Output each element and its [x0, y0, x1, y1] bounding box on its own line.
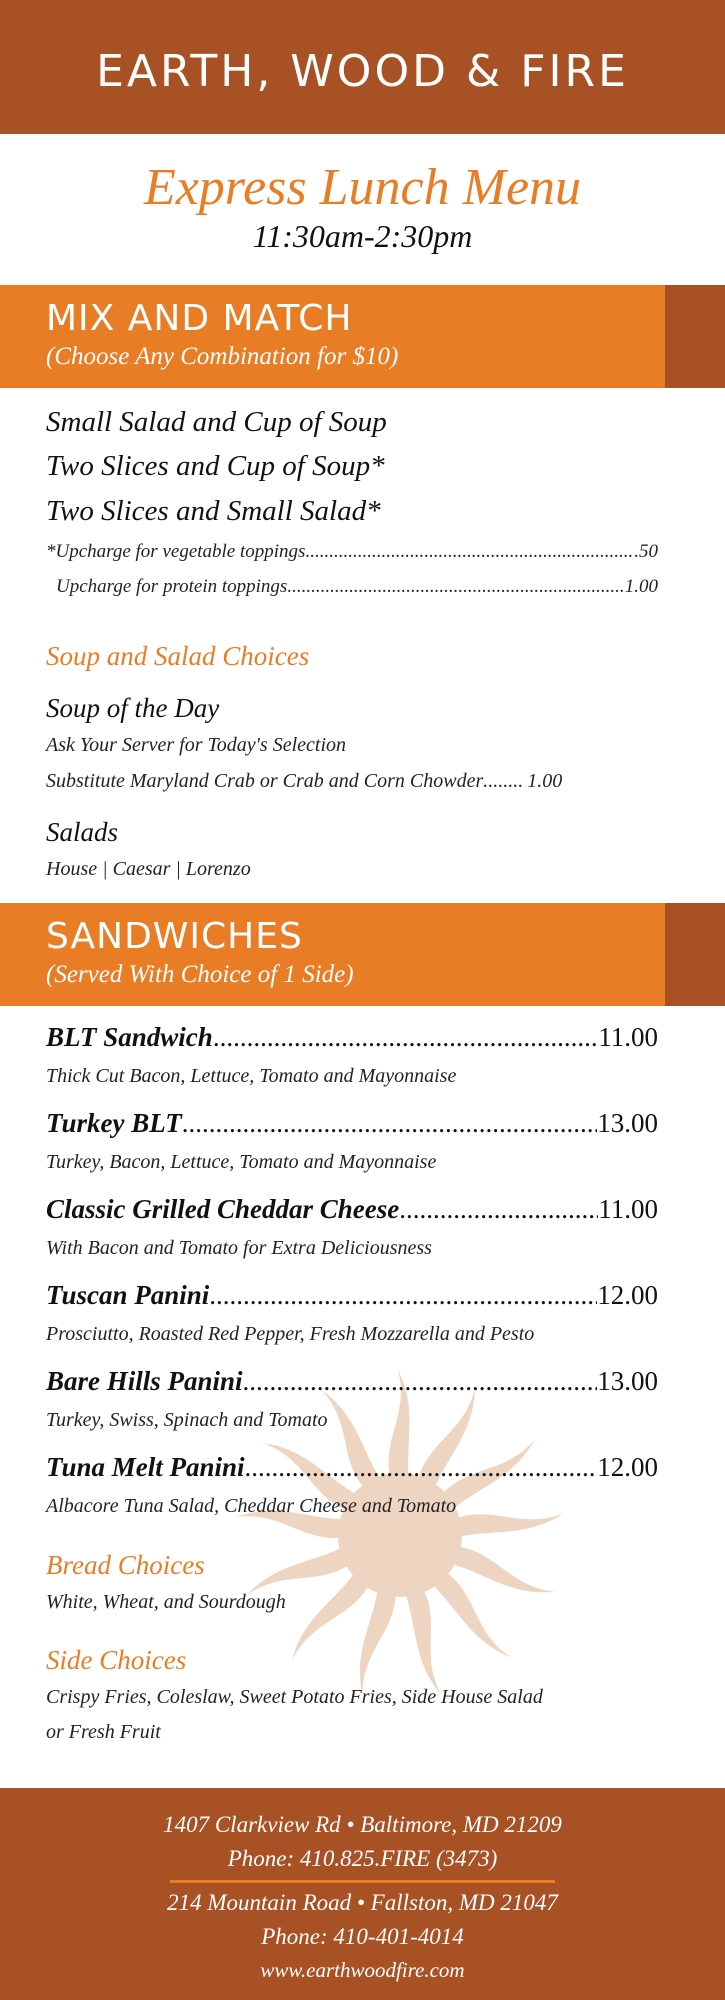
upcharge-label: *Upcharge for vegetable toppings: [46, 541, 306, 562]
sandwich-row: [46, 1194, 658, 1225]
sandwiches-band-accent: [665, 903, 725, 1006]
soup-title: Soup of the Day: [46, 693, 220, 723]
sandwich-desc: Thick Cut Bacon, Lettuce, Tomato and Mayonnaise: [46, 1065, 457, 1087]
address-fallston: 214 Mountain Road • Fallston, MD 21047: [167, 1890, 558, 1915]
upcharge-label: Upcharge for protein toppings: [56, 576, 288, 597]
sandwich-desc: Turkey, Swiss, Spinach and Tomato: [46, 1409, 328, 1431]
sandwich-price: 11.00: [598, 1022, 658, 1052]
sandwich-name: Bare Hills Panini: [46, 1366, 243, 1396]
substitute-label: Substitute Maryland Crab or Crab and Corn Chowder: [46, 770, 484, 792]
sandwich-name: Classic Grilled Cheddar Cheese: [46, 1194, 400, 1224]
menu-hours: 11:30am-2:30pm: [252, 218, 473, 254]
sandwich-desc: Prosciutto, Roasted Red Pepper, Fresh Mozzarella and Pesto: [46, 1323, 535, 1345]
side-desc: or Fresh Fruit: [46, 1721, 161, 1743]
website-link[interactable]: www.earthwoodfire.com: [260, 1958, 465, 1982]
sandwich-desc: Albacore Tuna Salad, Cheddar Cheese and Tomato: [46, 1495, 457, 1517]
page-title: Express Lunch Menu: [143, 159, 582, 216]
sandwich-name: BLT Sandwich: [46, 1022, 213, 1052]
sandwich-name: Tuna Melt Panini: [46, 1452, 245, 1482]
sandwich-desc: Turkey, Bacon, Lettuce, Tomato and Mayonnaise: [46, 1151, 437, 1173]
upcharge-price: .50: [634, 541, 658, 562]
mix-match-band-accent: [665, 285, 725, 388]
sandwiches-title: SANDWICHES: [46, 916, 303, 957]
leader-dots: [287, 576, 624, 598]
brand-logo-text: EARTH, WOOD & FIRE: [96, 46, 629, 97]
salads-desc: House | Caesar | Lorenzo: [46, 858, 251, 880]
mix-match-subtitle: (Choose Any Combination for $10): [46, 343, 399, 370]
sandwich-price: 13.00: [597, 1366, 658, 1396]
mix-match-title: MIX AND MATCH: [46, 298, 353, 339]
combo-item: Two Slices and Cup of Soup*: [46, 450, 385, 482]
combo-item: Two Slices and Small Salad*: [46, 495, 381, 527]
soup-substitute: [46, 770, 658, 793]
soup-desc: Ask Your Server for Today's Selection: [46, 734, 347, 756]
sandwich-row: [46, 1108, 658, 1139]
upcharge-price: 1.00: [624, 576, 658, 597]
leader-dots: [305, 541, 634, 563]
sandwich-row: [46, 1366, 658, 1397]
sandwiches-subtitle: (Served With Choice of 1 Side): [46, 961, 354, 988]
side-heading: Side Choices: [46, 1645, 187, 1675]
sandwich-row: [46, 1452, 658, 1483]
phone-baltimore: Phone: 410.825.FIRE (3473): [227, 1846, 498, 1871]
side-desc: Crispy Fries, Coleslaw, Sweet Potato Fries, Side House Salad: [46, 1686, 543, 1708]
salads-title: Salads: [46, 817, 119, 847]
leader-dots: [243, 1366, 598, 1397]
sandwich-price: 13.00: [597, 1108, 658, 1138]
soup-salad-heading: Soup and Salad Choices: [46, 641, 310, 671]
leader-dots: [209, 1280, 597, 1311]
upcharge-vegetable: [46, 541, 658, 563]
bread-heading: Bread Choices: [46, 1550, 205, 1580]
address-baltimore: 1407 Clarkview Rd • Baltimore, MD 21209: [163, 1812, 562, 1837]
combo-item: Small Salad and Cup of Soup: [46, 406, 387, 438]
phone-fallston: Phone: 410-401-4014: [261, 1924, 464, 1949]
leader-dots: [245, 1452, 598, 1483]
bread-desc: White, Wheat, and Sourdough: [46, 1591, 286, 1613]
sandwich-row: [46, 1022, 658, 1053]
leader-dots: [213, 1022, 598, 1053]
sandwich-row: [46, 1280, 658, 1311]
sandwich-price: 12.00: [597, 1280, 658, 1310]
sandwich-desc: With Bacon and Tomato for Extra Deliciousness: [46, 1237, 432, 1259]
sandwich-name: Turkey BLT: [46, 1108, 182, 1138]
footer-divider: [170, 1880, 555, 1883]
leader-dots: [483, 770, 523, 793]
upcharge-protein: [56, 576, 658, 598]
substitute-price: 1.00: [527, 770, 563, 792]
sandwich-price: 11.00: [598, 1194, 658, 1224]
leader-dots: [182, 1108, 598, 1139]
sandwich-name: Tuscan Panini: [46, 1280, 210, 1310]
leader-dots: [399, 1194, 598, 1225]
sandwich-price: 12.00: [597, 1452, 658, 1482]
